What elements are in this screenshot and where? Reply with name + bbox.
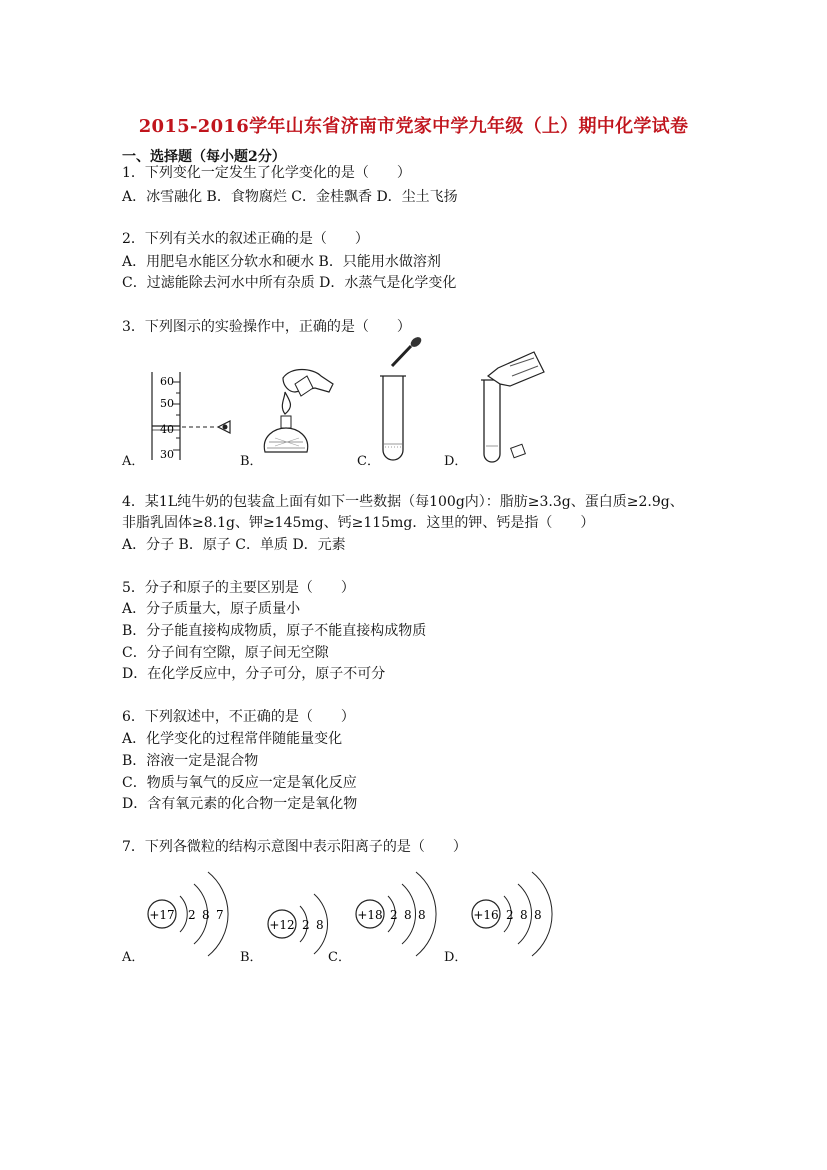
tick-label-60: 60	[160, 375, 174, 388]
q7-label-a: A．	[122, 950, 145, 965]
q5-option-c: C．分子间有空隙，原子间无空隙	[122, 645, 329, 661]
q3-label-a: A．	[122, 454, 145, 469]
q2-options-line2: C．过滤能除去河水中所有杂质 D．水蒸气是化学变化	[122, 275, 457, 291]
q7-label-d: D．	[444, 950, 468, 965]
tick-label-40: 40	[160, 423, 174, 436]
q6-stem: 6．下列叙述中，不正确的是（ ）	[122, 709, 355, 725]
q5-option-b: B．分子能直接构成物质，原子不能直接构成物质	[122, 623, 427, 639]
atom-diagram-b	[264, 886, 334, 958]
q1-stem: 1．下列变化一定发生了化学变化的是（ ）	[122, 165, 411, 181]
alcohol-lamp-figure	[255, 362, 345, 466]
q4-line2: 非脂乳固体≥8.1g、钾≥145mg、钙≥115mg．这里的钾、钙是指（ ）	[122, 515, 595, 531]
q6-option-b: B．溶液一定是混合物	[122, 753, 259, 769]
reagent-pouring-figure	[464, 346, 554, 466]
shell-count: 2	[188, 908, 196, 922]
shell-count: 8	[316, 918, 324, 932]
shell-count: 8	[534, 908, 542, 922]
q1-options: A．冰雪融化 B．食物腐烂 C．金桂飘香 D．尘土飞扬	[122, 189, 458, 205]
shell-count: 7	[216, 908, 224, 922]
q2-options-line1: A．用肥皂水能区分软水和硬水 B．只能用水做溶剂	[122, 254, 441, 270]
atom-diagram-c	[352, 864, 444, 960]
nucleus-label: +12	[269, 918, 295, 932]
tick-label-30: 30	[160, 448, 174, 461]
q3-stem: 3．下列图示的实验操作中，正确的是（ ）	[122, 319, 411, 335]
q6-option-c: C．物质与氧气的反应一定是氧化反应	[122, 775, 357, 791]
shell-count: 8	[520, 908, 528, 922]
graduated-cylinder-figure	[140, 368, 240, 464]
shell-count: 2	[506, 908, 514, 922]
tick-label-50: 50	[160, 397, 174, 410]
nucleus-label: +18	[357, 908, 383, 922]
eye-icon	[218, 421, 230, 433]
q2-stem: 2．下列有关水的叙述正确的是（ ）	[122, 231, 369, 247]
q7-label-c: C．	[328, 950, 351, 965]
atom-diagram-d	[468, 864, 560, 960]
exam-title: 2015-2016学年山东省济南市党家中学九年级（上）期中化学试卷	[138, 116, 689, 137]
test-tube-dropper-figure	[375, 336, 435, 466]
section-heading: 一、选择题（每小题2分）	[122, 149, 286, 165]
q5-option-d: D．在化学反应中，分子可分，原子不可分	[122, 666, 386, 682]
q3-label-d: D．	[444, 454, 468, 469]
q4-options: A．分子 B．原子 C．单质 D．元素	[122, 537, 346, 553]
shell-count: 2	[390, 908, 398, 922]
atom-diagram-a	[144, 866, 236, 960]
shell-count: 2	[302, 918, 310, 932]
shell-count: 8	[404, 908, 412, 922]
q5-stem: 5．分子和原子的主要区别是（ ）	[122, 580, 355, 596]
q6-option-d: D．含有氧元素的化合物一定是氧化物	[122, 796, 358, 812]
flame-icon	[282, 392, 290, 414]
nucleus-label: +17	[149, 908, 175, 922]
shell-count: 8	[418, 908, 426, 922]
bottle-icon	[488, 352, 544, 386]
dropper-icon	[392, 346, 411, 366]
q3-label-c: C．	[357, 454, 380, 469]
stopper-icon	[511, 444, 526, 458]
q7-label-b: B．	[240, 950, 263, 965]
shell-count: 8	[202, 908, 210, 922]
q3-label-b: B．	[240, 454, 263, 469]
q4-line1: 4．某1L纯牛奶的包装盒上面有如下一些数据（每100g内）：脂肪≥3.3g、蛋白质≥2.9g、	[122, 494, 684, 510]
q5-option-a: A．分子质量大，原子质量小	[122, 601, 301, 617]
q7-stem: 7．下列各微粒的结构示意图中表示阳离子的是（ ）	[122, 839, 467, 855]
nucleus-label: +16	[473, 908, 499, 922]
q6-option-a: A．化学变化的过程常伴随能量变化	[122, 731, 343, 747]
